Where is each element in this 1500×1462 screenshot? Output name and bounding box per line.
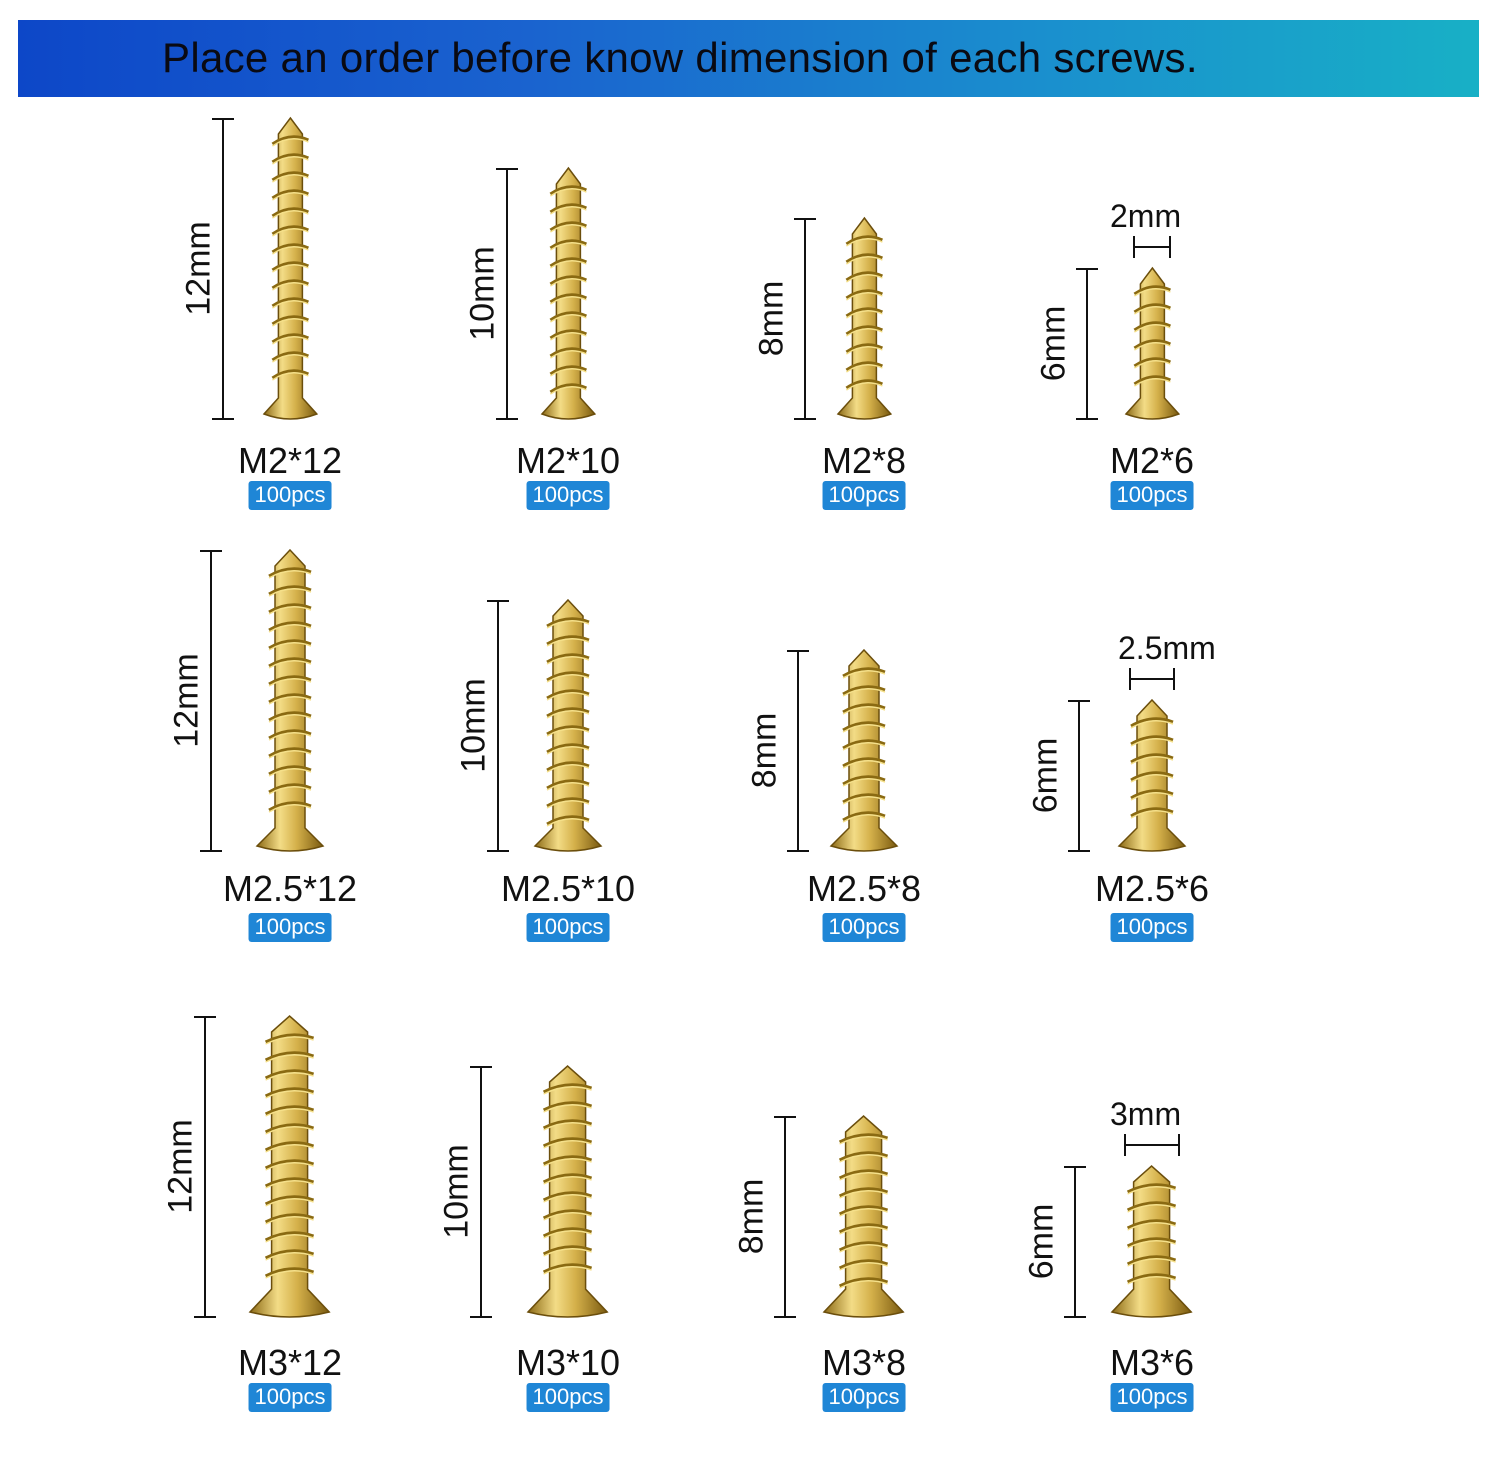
screw-size-label: M2*12 <box>237 440 343 481</box>
screw-size-label: M2.5*10 <box>500 868 636 909</box>
quantity-badge: 100pcs <box>527 1383 610 1412</box>
quantity-badge: 100pcs <box>249 1383 332 1412</box>
screw-size-label: M3*10 <box>515 1342 621 1383</box>
screw-size-label: M2.5*6 <box>1094 868 1210 909</box>
screw-size-label: M3*12 <box>237 1342 343 1383</box>
length-label: 8mm <box>752 280 791 357</box>
length-dimension-line <box>1078 700 1080 852</box>
header-banner <box>18 20 1479 97</box>
length-label: 6mm <box>1034 305 1073 382</box>
length-dimension-line <box>210 550 212 852</box>
diameter-label: 3mm <box>1110 1096 1182 1132</box>
quantity-badge: 100pcs <box>823 1383 906 1412</box>
quantity-badge: 100pcs <box>823 913 906 942</box>
diameter-dimension-line <box>1129 678 1176 680</box>
length-label: 10mm <box>454 678 493 773</box>
length-dimension-line <box>497 600 499 852</box>
diameter-label: 2.5mm <box>1118 630 1216 666</box>
length-label: 12mm <box>179 221 218 316</box>
length-dimension-line <box>784 1116 786 1318</box>
length-dimension-line <box>1074 1166 1076 1318</box>
length-label: 8mm <box>745 712 784 789</box>
length-dimension-line <box>797 650 799 852</box>
screw-size-label: M3*8 <box>821 1342 907 1383</box>
diameter-dimension-line <box>1133 246 1170 248</box>
quantity-badge: 100pcs <box>527 913 610 942</box>
diameter-label: 2mm <box>1110 198 1182 234</box>
length-label: 8mm <box>732 1178 771 1255</box>
length-label: 6mm <box>1022 1203 1061 1280</box>
length-dimension-line <box>506 168 508 420</box>
screw-size-label: M2*10 <box>515 440 621 481</box>
length-label: 6mm <box>1026 737 1065 814</box>
length-dimension-line <box>804 218 806 420</box>
quantity-badge: 100pcs <box>249 481 332 510</box>
screw-size-label: M2*8 <box>821 440 907 481</box>
length-dimension-line <box>204 1016 206 1318</box>
screw-size-label: M2*6 <box>1109 440 1195 481</box>
quantity-badge: 100pcs <box>1111 481 1194 510</box>
quantity-badge: 100pcs <box>1111 913 1194 942</box>
quantity-badge: 100pcs <box>527 481 610 510</box>
quantity-badge: 100pcs <box>1111 1383 1194 1412</box>
length-label: 10mm <box>437 1144 476 1239</box>
quantity-badge: 100pcs <box>823 481 906 510</box>
diameter-dimension-line <box>1124 1144 1180 1146</box>
length-label: 12mm <box>167 653 206 748</box>
length-label: 12mm <box>161 1119 200 1214</box>
length-dimension-line <box>222 118 224 420</box>
screw-size-label: M2.5*8 <box>806 868 922 909</box>
length-dimension-line <box>480 1066 482 1318</box>
screw-size-label: M3*6 <box>1109 1342 1195 1383</box>
length-label: 10mm <box>463 246 502 341</box>
quantity-badge: 100pcs <box>249 913 332 942</box>
banner-title: Place an order before know dimension of each screws. <box>162 34 1198 81</box>
length-dimension-line <box>1086 268 1088 420</box>
screw-size-label: M2.5*12 <box>222 868 358 909</box>
